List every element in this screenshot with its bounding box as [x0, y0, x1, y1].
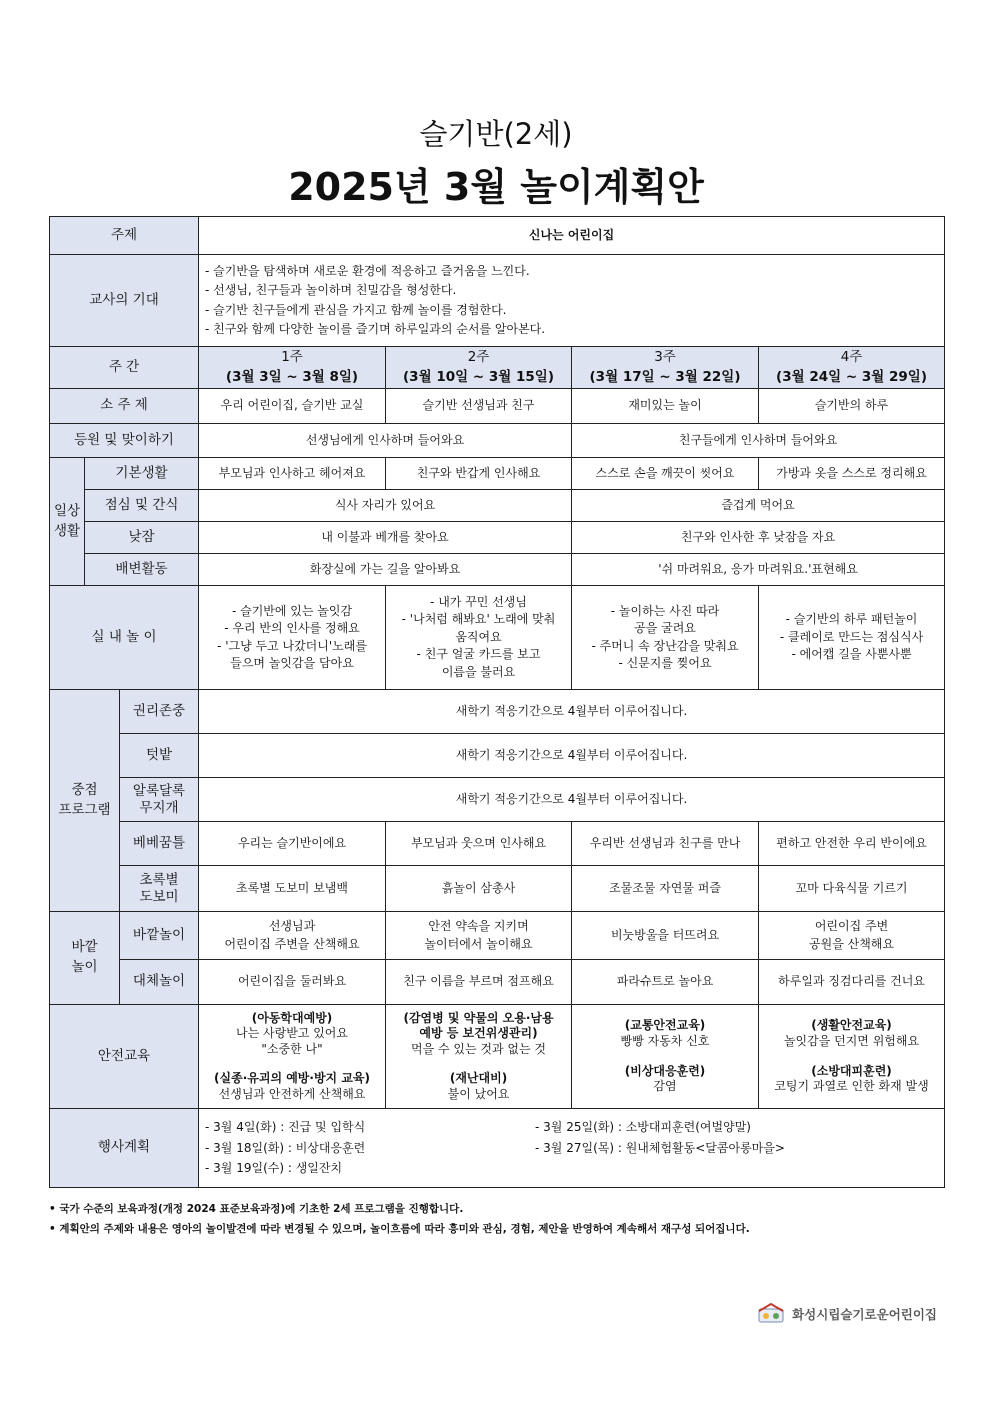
- nap-cell: 친구와 인사한 후 낮잠을 자요: [572, 522, 945, 554]
- arrival-label: 등원 및 맞이하기: [50, 424, 199, 458]
- outside-cell: 비눗방울을 터뜨려요: [572, 912, 759, 960]
- colorful-cell: 새학기 적응기간으로 4월부터 이루어집니다.: [199, 778, 945, 822]
- nap-cell: 내 이불과 베개를 찾아요: [199, 522, 572, 554]
- basic-cell: 가방과 옷을 스스로 정리해요: [759, 458, 945, 490]
- daycare-name: 화성시립슬기로운어린이집: [792, 1307, 937, 1322]
- indoor-cell: - 슬기반의 하루 패턴놀이 - 클레이로 만드는 점심식사 - 에어캡 길을 사뿐사뿐: [759, 586, 945, 690]
- arrival-cell: 선생님에게 인사하며 들어와요: [199, 424, 572, 458]
- indoor-label: 실 내 놀 이: [50, 586, 199, 690]
- nap-label: 낮잠: [85, 522, 199, 554]
- green-cell: 조물조물 자연물 퍼즐: [572, 866, 759, 912]
- basic-label: 기본생활: [85, 458, 199, 490]
- bebe-cell: 편하고 안전한 우리 반이에요: [759, 822, 945, 866]
- alt-label: 대체놀이: [120, 960, 199, 1005]
- class-name-title: 슬기반(2세): [419, 117, 573, 151]
- footnote: • 국가 수준의 보육과정(개정 2024 표준보육과정)에 기초한 2세 프로그램을 진행합니다.: [49, 1203, 464, 1215]
- indoor-cell: - 내가 꾸민 선생님 - '나처럼 해봐요' 노래에 맞춰 움직여요 - 친구 얼굴 카드를 보고 이름을 불러요: [386, 586, 572, 690]
- footnotes: [49, 1199, 750, 1239]
- safety-cell: (교통안전교육) 빵빵 자동차 신호 (비상대응훈련) 감염: [572, 1005, 759, 1109]
- green-label: 초록별 도보미: [120, 866, 199, 912]
- expectation-label: 교사의 기대: [50, 255, 199, 347]
- meal-cell: 즐겁게 먹어요: [572, 490, 945, 522]
- colorful-label: 알록달록 무지개: [120, 778, 199, 822]
- week-header-3: 3주 (3월 17일 ~ 3월 22일): [572, 347, 759, 389]
- green-cell: 흙놀이 삼총사: [386, 866, 572, 912]
- bebe-cell: 부모님과 웃으며 인사해요: [386, 822, 572, 866]
- event-item: - 3월 27일(목) : 원내체험활동<달콤아롱마을>: [535, 1140, 785, 1155]
- expectation-item: - 슬기반을 탐색하며 새로운 환경에 적응하고 즐거움을 느낀다.: [205, 264, 530, 279]
- focus-program-label: 중점 프로그램: [50, 690, 120, 912]
- outside-cell: 어린이집 주변 공원을 산책해요: [759, 912, 945, 960]
- alt-cell: 파라슈트로 놀아요: [572, 960, 759, 1005]
- daycare-logo: [756, 1303, 937, 1325]
- subtopic-cell: 슬기반 선생님과 친구: [386, 389, 572, 424]
- subtopic-label: 소 주 제: [50, 389, 199, 424]
- events-cell: [199, 1109, 945, 1188]
- green-cell: 초록별 도보미 보냄백: [199, 866, 386, 912]
- plan-table: [49, 216, 945, 1188]
- expectation-item: - 슬기반 친구들에게 관심을 가지고 함께 놀이를 경험한다.: [205, 302, 507, 317]
- meal-cell: 식사 자리가 있어요: [199, 490, 572, 522]
- bebe-cell: 우리반 선생님과 친구를 만나: [572, 822, 759, 866]
- expectation-list: [199, 255, 945, 347]
- alt-cell: 친구 이름을 부르며 점프해요: [386, 960, 572, 1005]
- subtopic-cell: 우리 어린이집, 슬기반 교실: [199, 389, 386, 424]
- outside-cell: 선생님과 어린이집 주변을 산책해요: [199, 912, 386, 960]
- outside-label: 바깥놀이: [120, 912, 199, 960]
- arrival-cell: 친구들에게 인사하며 들어와요: [572, 424, 945, 458]
- indoor-cell: - 놀이하는 사진 따라 공을 굴려요 - 주머니 속 장난감을 맞춰요 - 신문지를 찢어요: [572, 586, 759, 690]
- subtopic-cell: 재미있는 놀이: [572, 389, 759, 424]
- green-cell: 꼬마 다육식물 기르기: [759, 866, 945, 912]
- subtopic-cell: 슬기반의 하루: [759, 389, 945, 424]
- rights-label: 권리존중: [120, 690, 199, 734]
- bebe-label: 베베꿈틀: [120, 822, 199, 866]
- plan-title: 2025년 3월 놀이계획안: [288, 165, 704, 209]
- safety-cell: (아동학대예방) 나는 사랑받고 있어요 "소중한 나" (실종·유괴의 예방·방지 교육) 선생님과 안전하게 산책해요: [199, 1005, 386, 1109]
- theme-value: 신나는 어린이집: [199, 217, 945, 255]
- alt-cell: 하루일과 징검다리를 건너요: [759, 960, 945, 1005]
- week-header-2: 2주 (3월 10일 ~ 3월 15일): [386, 347, 572, 389]
- daycare-emblem-icon: [756, 1303, 786, 1325]
- meal-label: 점심 및 간식: [85, 490, 199, 522]
- toilet-label: 배변활동: [85, 554, 199, 586]
- rights-cell: 새학기 적응기간으로 4월부터 이루어집니다.: [199, 690, 945, 734]
- indoor-cell: - 슬기반에 있는 놀잇감 - 우리 반의 인사를 정해요 - '그냥 두고 나갔더니'노래를 들으며 놀잇감을 담아요: [199, 586, 386, 690]
- safety-label: 안전교육: [50, 1005, 199, 1109]
- daily-life-label: 일상 생활: [50, 458, 85, 586]
- garden-label: 텃밭: [120, 734, 199, 778]
- event-item: - 3월 19일(수) : 생일잔치: [205, 1161, 343, 1176]
- basic-cell: 부모님과 인사하고 헤어져요: [199, 458, 386, 490]
- safety-cell: (생활안전교육) 놀잇감을 던지면 위험해요 (소방대피훈련) 코팅기 과열로 인한 화재 발생: [759, 1005, 945, 1109]
- week-header-4: 4주 (3월 24일 ~ 3월 29일): [759, 347, 945, 389]
- weeks-label: 주 간: [50, 347, 199, 389]
- event-item: - 3월 25일(화) : 소방대피훈련(여벌양말): [535, 1120, 751, 1135]
- event-item: - 3월 18일(화) : 비상대응훈련: [205, 1140, 366, 1155]
- safety-cell: (감염병 및 약물의 오용·남용 예방 등 보건위생관리) 먹을 수 있는 것과 없는 것 (재난대비) 불이 났어요: [386, 1005, 572, 1109]
- events-label: 행사계획: [50, 1109, 199, 1188]
- expectation-item: - 선생님, 친구들과 놀이하며 친밀감을 형성한다.: [205, 283, 457, 298]
- outside-cell: 안전 약속을 지키며 놀이터에서 놀이해요: [386, 912, 572, 960]
- theme-label: 주제: [50, 217, 199, 255]
- expectation-item: - 친구와 함께 다양한 놀이를 즐기며 하루일과의 순서를 알아본다.: [205, 321, 546, 336]
- basic-cell: 친구와 반갑게 인사해요: [386, 458, 572, 490]
- garden-cell: 새학기 적응기간으로 4월부터 이루어집니다.: [199, 734, 945, 778]
- outdoor-play-label: 바깥 놀이: [50, 912, 120, 1005]
- event-item: - 3월 4일(화) : 진급 및 입학식: [205, 1120, 366, 1135]
- week-header-1: 1주 (3월 3일 ~ 3월 8일): [199, 347, 386, 389]
- toilet-cell: 화장실에 가는 길을 알아봐요: [199, 554, 572, 586]
- footnote: • 계획안의 주제와 내용은 영아의 놀이발견에 따라 변경될 수 있으며, 놀이흐름에 따라 흥미와 관심, 경험, 제안을 반영하여 계속해서 재구성 되어집니다.: [49, 1223, 750, 1235]
- bebe-cell: 우리는 슬기반이에요: [199, 822, 386, 866]
- basic-cell: 스스로 손을 깨끗이 씻어요: [572, 458, 759, 490]
- alt-cell: 어린이집을 둘러봐요: [199, 960, 386, 1005]
- toilet-cell: '쉬 마려워요, 응가 마려워요.'표현해요: [572, 554, 945, 586]
